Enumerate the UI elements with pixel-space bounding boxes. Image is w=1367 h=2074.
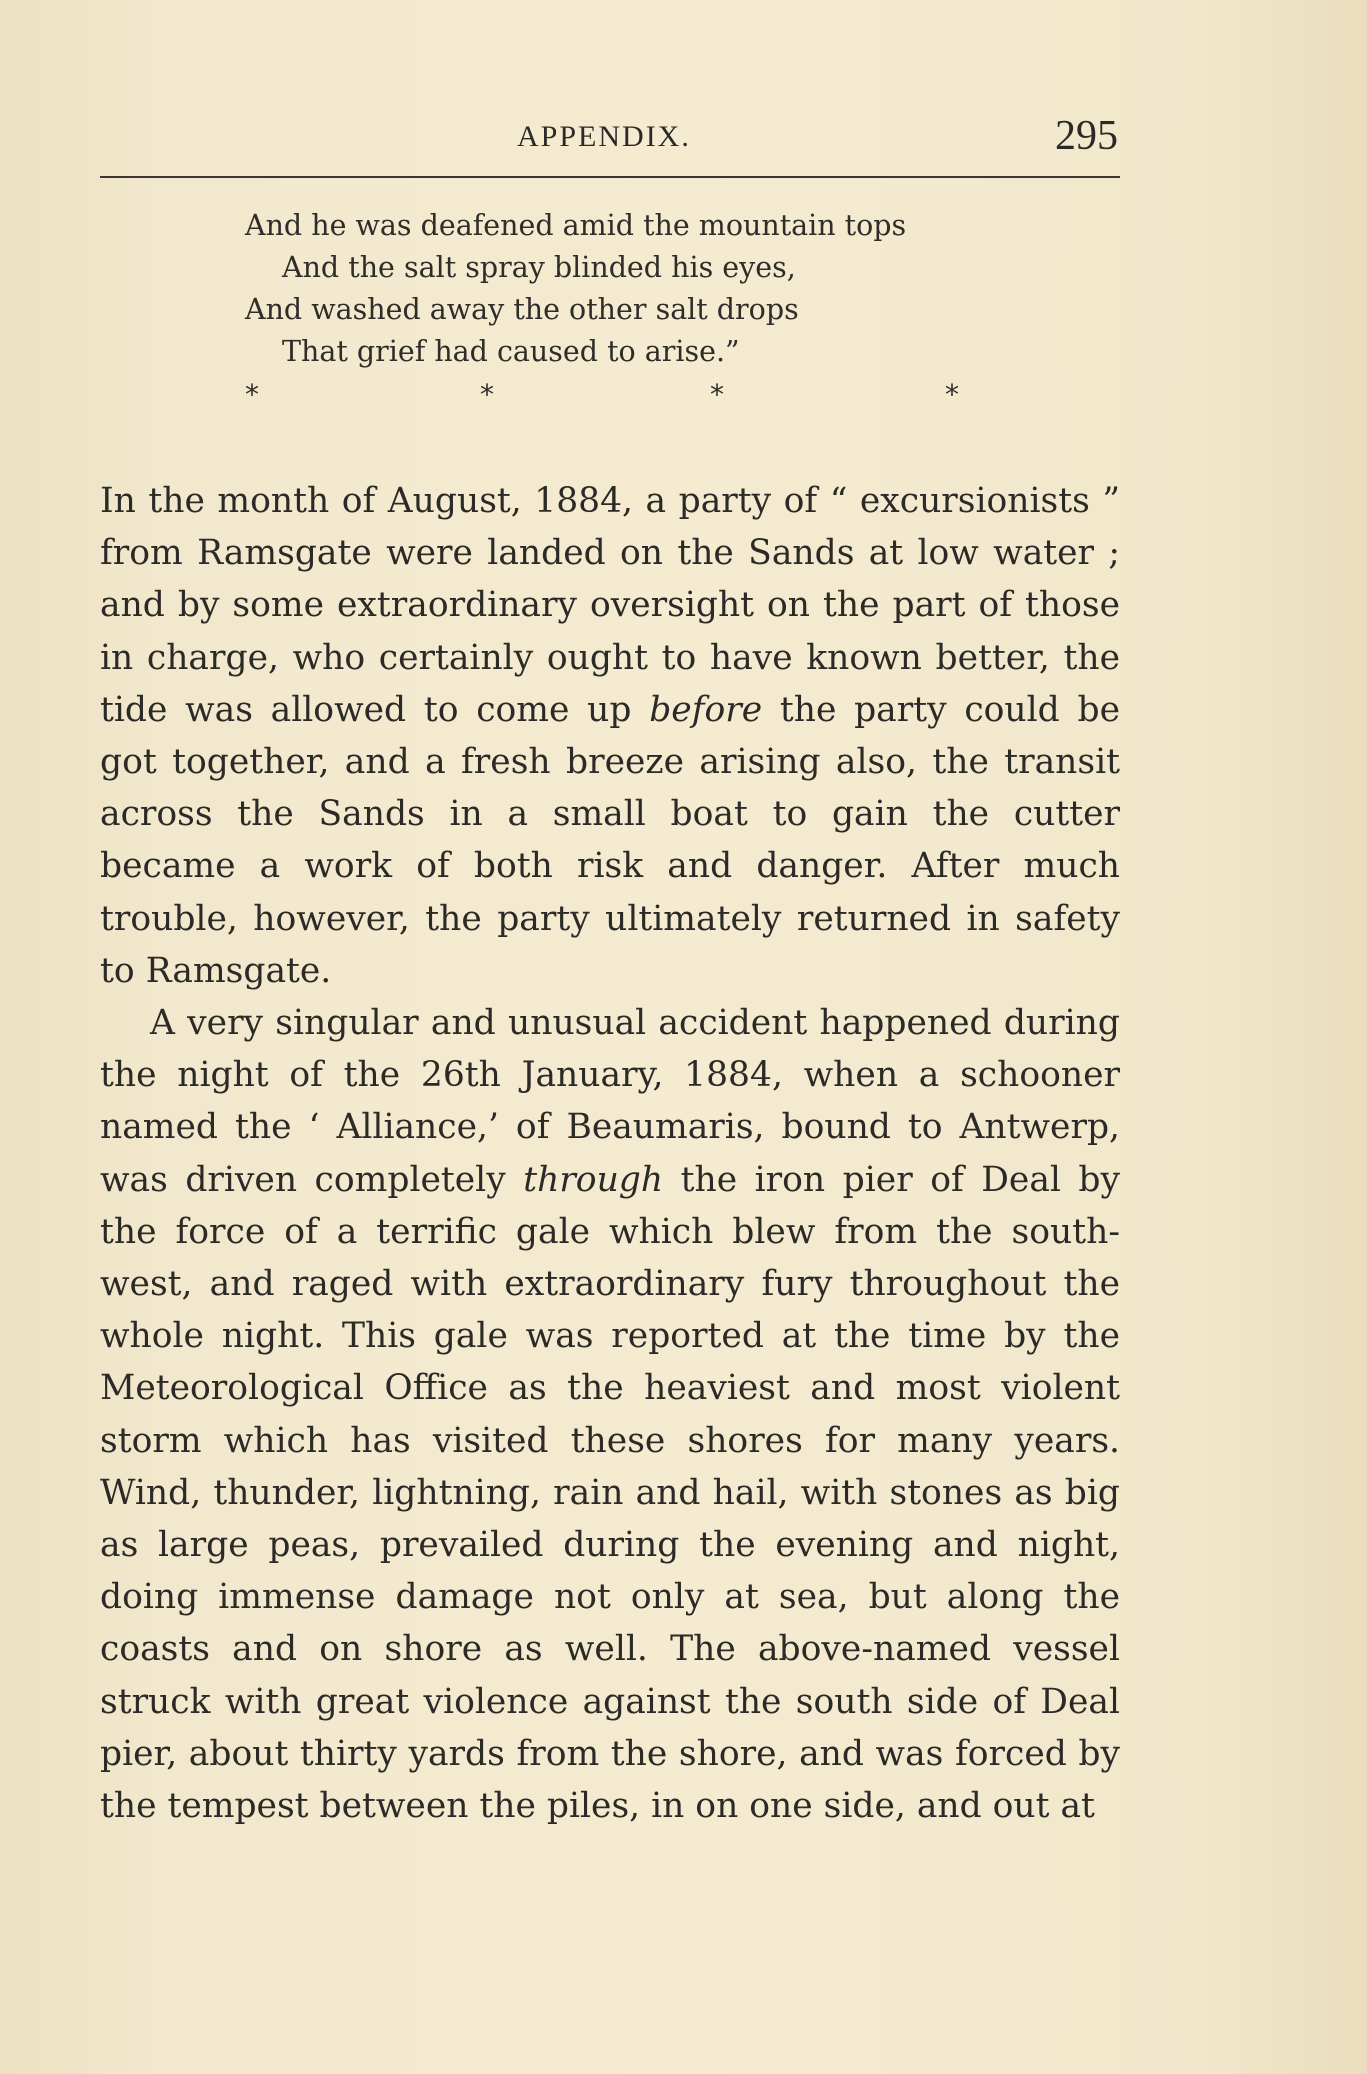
running-title: APPENDIX. (517, 120, 691, 153)
paragraph-text: In the month of August, 1884, a party of “ excursionists ” from Ramsgate were landed on the Sands at low water ; and by some extraordinary oversight on the part of those in charge, who certainly ought to have known better, the tide was allowed to come up (100, 481, 1120, 730)
body-text (100, 475, 1120, 1832)
running-head (102, 112, 1118, 172)
verse-line: That grief had caused to arise.” (282, 335, 740, 368)
separator-star: * (245, 378, 259, 411)
verse-quotation (245, 205, 1045, 373)
header-rule (100, 176, 1120, 178)
paragraph-excursionists (100, 475, 1120, 997)
separator-star: * (710, 378, 724, 411)
paragraph-alliance (100, 997, 1120, 1832)
verse-line: And the salt spray blinded his eyes, (282, 251, 796, 284)
paragraph-text: A very singular and unusual accident happened during the night of the 26th January, 1884, when a schooner named the ‘ Alliance,’ of Beaumaris, bound to Antwerp, was driven completely (100, 1003, 1120, 1200)
verse-line: And he was deafened amid the mountain tops (245, 209, 907, 242)
page-number: 295 (1055, 113, 1118, 159)
paragraph-text: the iron pier of Deal by the force of a terrific gale which blew from the south-west, and raged with extraordinary fury throughout the whole night. This gale was reported at the time by the Meteorological Office as the heaviest and most violent storm which has visited these shores for many years. Wind, thunder, lightning, rain and hail, with stones as big as large peas, prevailed during the evening and night, doing immense damage not only at sea, but along the coasts and on shore as well. The above-named vessel struck with great violence against the south side of Deal pier, about thirty yards from the shore, and was forced by the tempest between the piles, in on one side, and out at (100, 1159, 1121, 1827)
separator-star: * (945, 378, 959, 411)
separator-star: * (480, 378, 494, 411)
verse-line: And washed away the other salt drops (245, 293, 799, 326)
asterism-separator (245, 378, 985, 418)
paragraph-text: the party could be got together, and a fresh breeze arising also, the transit across the Sands in a small boat to gain the cutter became a work of both risk and danger. After much trouble, however, the party ultimately returned in safety to Ramsgate. (100, 689, 1120, 991)
emphasis-text: before (649, 689, 763, 730)
emphasis-text: through (523, 1159, 664, 1200)
